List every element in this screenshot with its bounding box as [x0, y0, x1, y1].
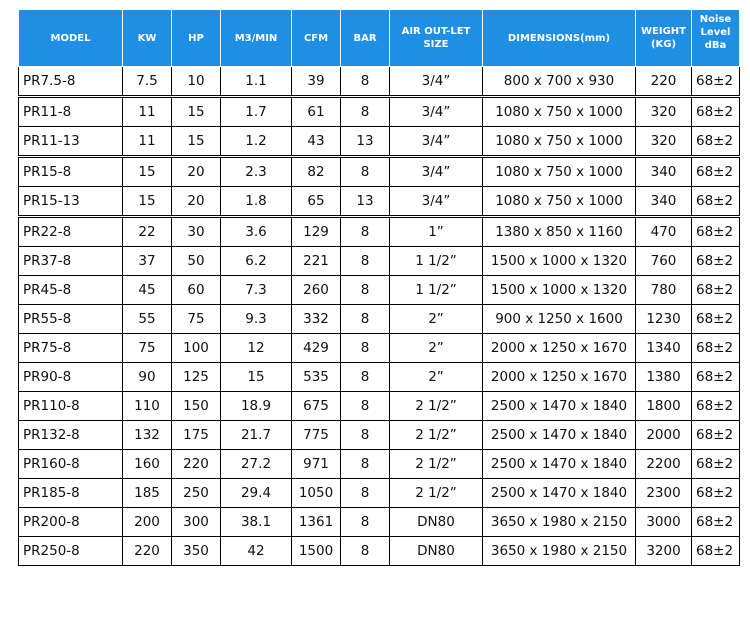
table-row	[19, 127, 740, 157]
cell-bar: 8	[341, 97, 390, 127]
cell-weight: 2000	[636, 421, 692, 450]
cell-noise: 68±2	[692, 537, 740, 566]
cell-hp: 15	[172, 127, 221, 157]
cell-noise: 68±2	[692, 157, 740, 187]
cell-model: PR250-8	[19, 537, 123, 566]
cell-m3min: 29.4	[221, 479, 292, 508]
cell-weight: 320	[636, 127, 692, 157]
table-row	[19, 247, 740, 276]
header-cfm: CFM	[292, 10, 341, 67]
cell-outlet: 3/4”	[390, 187, 483, 217]
header-m3min: M3/MIN	[221, 10, 292, 67]
cell-hp: 100	[172, 334, 221, 363]
cell-m3min: 2.3	[221, 157, 292, 187]
cell-hp: 50	[172, 247, 221, 276]
cell-hp: 75	[172, 305, 221, 334]
header-bar: BAR	[341, 10, 390, 67]
cell-m3min: 1.8	[221, 187, 292, 217]
cell-weight: 1800	[636, 392, 692, 421]
cell-model: PR7.5-8	[19, 67, 123, 97]
header-weight: WEIGHT (KG)	[636, 10, 692, 67]
cell-hp: 175	[172, 421, 221, 450]
cell-model: PR55-8	[19, 305, 123, 334]
cell-weight: 2300	[636, 479, 692, 508]
cell-weight: 1380	[636, 363, 692, 392]
cell-hp: 15	[172, 97, 221, 127]
cell-noise: 68±2	[692, 217, 740, 247]
cell-model: PR90-8	[19, 363, 123, 392]
cell-outlet: 1”	[390, 217, 483, 247]
cell-m3min: 15	[221, 363, 292, 392]
cell-cfm: 82	[292, 157, 341, 187]
cell-weight: 1230	[636, 305, 692, 334]
cell-dimensions: 1500 x 1000 x 1320	[483, 247, 636, 276]
cell-outlet: DN80	[390, 508, 483, 537]
cell-cfm: 1500	[292, 537, 341, 566]
cell-dimensions: 1380 x 850 x 1160	[483, 217, 636, 247]
header-dimensions: DIMENSIONS(mm)	[483, 10, 636, 67]
cell-kw: 37	[123, 247, 172, 276]
cell-dimensions: 3650 x 1980 x 2150	[483, 508, 636, 537]
cell-dimensions: 1080 x 750 x 1000	[483, 157, 636, 187]
cell-bar: 8	[341, 363, 390, 392]
cell-weight: 1340	[636, 334, 692, 363]
cell-hp: 20	[172, 157, 221, 187]
cell-bar: 8	[341, 421, 390, 450]
cell-kw: 200	[123, 508, 172, 537]
cell-noise: 68±2	[692, 392, 740, 421]
cell-dimensions: 2500 x 1470 x 1840	[483, 479, 636, 508]
table-header	[19, 10, 740, 67]
cell-cfm: 129	[292, 217, 341, 247]
cell-cfm: 535	[292, 363, 341, 392]
cell-weight: 470	[636, 217, 692, 247]
table-row	[19, 537, 740, 566]
cell-cfm: 775	[292, 421, 341, 450]
cell-outlet: 2”	[390, 334, 483, 363]
cell-model: PR160-8	[19, 450, 123, 479]
cell-outlet: 3/4”	[390, 97, 483, 127]
cell-m3min: 7.3	[221, 276, 292, 305]
table-row	[19, 157, 740, 187]
cell-noise: 68±2	[692, 450, 740, 479]
cell-dimensions: 1080 x 750 x 1000	[483, 97, 636, 127]
cell-cfm: 332	[292, 305, 341, 334]
cell-m3min: 1.7	[221, 97, 292, 127]
cell-noise: 68±2	[692, 97, 740, 127]
cell-hp: 10	[172, 67, 221, 97]
cell-cfm: 61	[292, 97, 341, 127]
cell-kw: 15	[123, 157, 172, 187]
cell-hp: 250	[172, 479, 221, 508]
header-row	[19, 10, 740, 67]
cell-weight: 340	[636, 157, 692, 187]
cell-cfm: 65	[292, 187, 341, 217]
cell-weight: 760	[636, 247, 692, 276]
cell-cfm: 39	[292, 67, 341, 97]
cell-bar: 8	[341, 67, 390, 97]
header-hp: HP	[172, 10, 221, 67]
cell-bar: 8	[341, 276, 390, 305]
cell-bar: 8	[341, 305, 390, 334]
table-row	[19, 508, 740, 537]
cell-outlet: 3/4”	[390, 157, 483, 187]
cell-kw: 15	[123, 187, 172, 217]
cell-model: PR37-8	[19, 247, 123, 276]
cell-weight: 3200	[636, 537, 692, 566]
cell-cfm: 1361	[292, 508, 341, 537]
cell-noise: 68±2	[692, 421, 740, 450]
cell-dimensions: 1500 x 1000 x 1320	[483, 276, 636, 305]
cell-cfm: 675	[292, 392, 341, 421]
header-model: MODEL	[19, 10, 123, 67]
table-row	[19, 479, 740, 508]
cell-dimensions: 2000 x 1250 x 1670	[483, 363, 636, 392]
cell-cfm: 429	[292, 334, 341, 363]
cell-outlet: 3/4”	[390, 127, 483, 157]
cell-hp: 20	[172, 187, 221, 217]
cell-model: PR22-8	[19, 217, 123, 247]
cell-m3min: 9.3	[221, 305, 292, 334]
cell-noise: 68±2	[692, 187, 740, 217]
cell-model: PR75-8	[19, 334, 123, 363]
cell-cfm: 43	[292, 127, 341, 157]
cell-model: PR15-13	[19, 187, 123, 217]
cell-outlet: 2 1/2”	[390, 479, 483, 508]
table-row	[19, 217, 740, 247]
cell-m3min: 1.1	[221, 67, 292, 97]
table-row	[19, 276, 740, 305]
cell-outlet: 2 1/2”	[390, 421, 483, 450]
cell-outlet: 2 1/2”	[390, 450, 483, 479]
cell-kw: 22	[123, 217, 172, 247]
cell-dimensions: 1080 x 750 x 1000	[483, 127, 636, 157]
cell-m3min: 1.2	[221, 127, 292, 157]
cell-dimensions: 900 x 1250 x 1600	[483, 305, 636, 334]
cell-model: PR11-13	[19, 127, 123, 157]
cell-dimensions: 800 x 700 x 930	[483, 67, 636, 97]
cell-bar: 13	[341, 187, 390, 217]
table-row	[19, 363, 740, 392]
cell-cfm: 1050	[292, 479, 341, 508]
cell-bar: 8	[341, 537, 390, 566]
cell-weight: 340	[636, 187, 692, 217]
cell-bar: 8	[341, 157, 390, 187]
cell-m3min: 12	[221, 334, 292, 363]
table-row	[19, 67, 740, 97]
cell-dimensions: 2500 x 1470 x 1840	[483, 392, 636, 421]
cell-bar: 8	[341, 450, 390, 479]
cell-hp: 125	[172, 363, 221, 392]
cell-model: PR200-8	[19, 508, 123, 537]
cell-weight: 320	[636, 97, 692, 127]
cell-dimensions: 2500 x 1470 x 1840	[483, 450, 636, 479]
cell-bar: 8	[341, 508, 390, 537]
table-row	[19, 334, 740, 363]
cell-model: PR45-8	[19, 276, 123, 305]
cell-weight: 780	[636, 276, 692, 305]
spec-table	[18, 9, 740, 566]
cell-cfm: 971	[292, 450, 341, 479]
cell-dimensions: 2000 x 1250 x 1670	[483, 334, 636, 363]
cell-outlet: 2 1/2”	[390, 392, 483, 421]
cell-m3min: 27.2	[221, 450, 292, 479]
cell-noise: 68±2	[692, 334, 740, 363]
table-row	[19, 187, 740, 217]
cell-dimensions: 1080 x 750 x 1000	[483, 187, 636, 217]
cell-bar: 8	[341, 334, 390, 363]
cell-m3min: 42	[221, 537, 292, 566]
cell-outlet: 1 1/2”	[390, 276, 483, 305]
cell-kw: 75	[123, 334, 172, 363]
cell-kw: 55	[123, 305, 172, 334]
cell-outlet: 2”	[390, 305, 483, 334]
cell-m3min: 21.7	[221, 421, 292, 450]
cell-noise: 68±2	[692, 363, 740, 392]
cell-noise: 68±2	[692, 479, 740, 508]
cell-hp: 150	[172, 392, 221, 421]
cell-weight: 220	[636, 67, 692, 97]
cell-kw: 90	[123, 363, 172, 392]
cell-kw: 7.5	[123, 67, 172, 97]
cell-m3min: 6.2	[221, 247, 292, 276]
cell-noise: 68±2	[692, 305, 740, 334]
cell-kw: 185	[123, 479, 172, 508]
header-noise: Noise Level dBa	[692, 10, 740, 67]
cell-bar: 8	[341, 217, 390, 247]
cell-noise: 68±2	[692, 276, 740, 305]
table-row	[19, 305, 740, 334]
cell-model: PR11-8	[19, 97, 123, 127]
cell-kw: 11	[123, 97, 172, 127]
header-outlet: AIR OUT-LET SIZE	[390, 10, 483, 67]
header-kw: KW	[123, 10, 172, 67]
cell-cfm: 221	[292, 247, 341, 276]
cell-kw: 45	[123, 276, 172, 305]
cell-kw: 220	[123, 537, 172, 566]
table-body	[19, 67, 740, 566]
cell-outlet: 2”	[390, 363, 483, 392]
cell-kw: 160	[123, 450, 172, 479]
cell-m3min: 3.6	[221, 217, 292, 247]
cell-model: PR185-8	[19, 479, 123, 508]
cell-bar: 13	[341, 127, 390, 157]
cell-noise: 68±2	[692, 67, 740, 97]
cell-hp: 220	[172, 450, 221, 479]
cell-dimensions: 2500 x 1470 x 1840	[483, 421, 636, 450]
cell-noise: 68±2	[692, 508, 740, 537]
cell-kw: 11	[123, 127, 172, 157]
table-row	[19, 421, 740, 450]
cell-bar: 8	[341, 392, 390, 421]
cell-hp: 60	[172, 276, 221, 305]
cell-outlet: DN80	[390, 537, 483, 566]
cell-hp: 30	[172, 217, 221, 247]
cell-cfm: 260	[292, 276, 341, 305]
table-row	[19, 97, 740, 127]
cell-m3min: 18.9	[221, 392, 292, 421]
cell-m3min: 38.1	[221, 508, 292, 537]
cell-weight: 3000	[636, 508, 692, 537]
cell-dimensions: 3650 x 1980 x 2150	[483, 537, 636, 566]
cell-kw: 110	[123, 392, 172, 421]
cell-outlet: 1 1/2”	[390, 247, 483, 276]
cell-model: PR132-8	[19, 421, 123, 450]
table-row	[19, 392, 740, 421]
cell-bar: 8	[341, 479, 390, 508]
cell-model: PR15-8	[19, 157, 123, 187]
cell-hp: 300	[172, 508, 221, 537]
cell-hp: 350	[172, 537, 221, 566]
cell-kw: 132	[123, 421, 172, 450]
table-row	[19, 450, 740, 479]
cell-noise: 68±2	[692, 127, 740, 157]
cell-bar: 8	[341, 247, 390, 276]
cell-noise: 68±2	[692, 247, 740, 276]
cell-outlet: 3/4”	[390, 67, 483, 97]
cell-model: PR110-8	[19, 392, 123, 421]
cell-weight: 2200	[636, 450, 692, 479]
